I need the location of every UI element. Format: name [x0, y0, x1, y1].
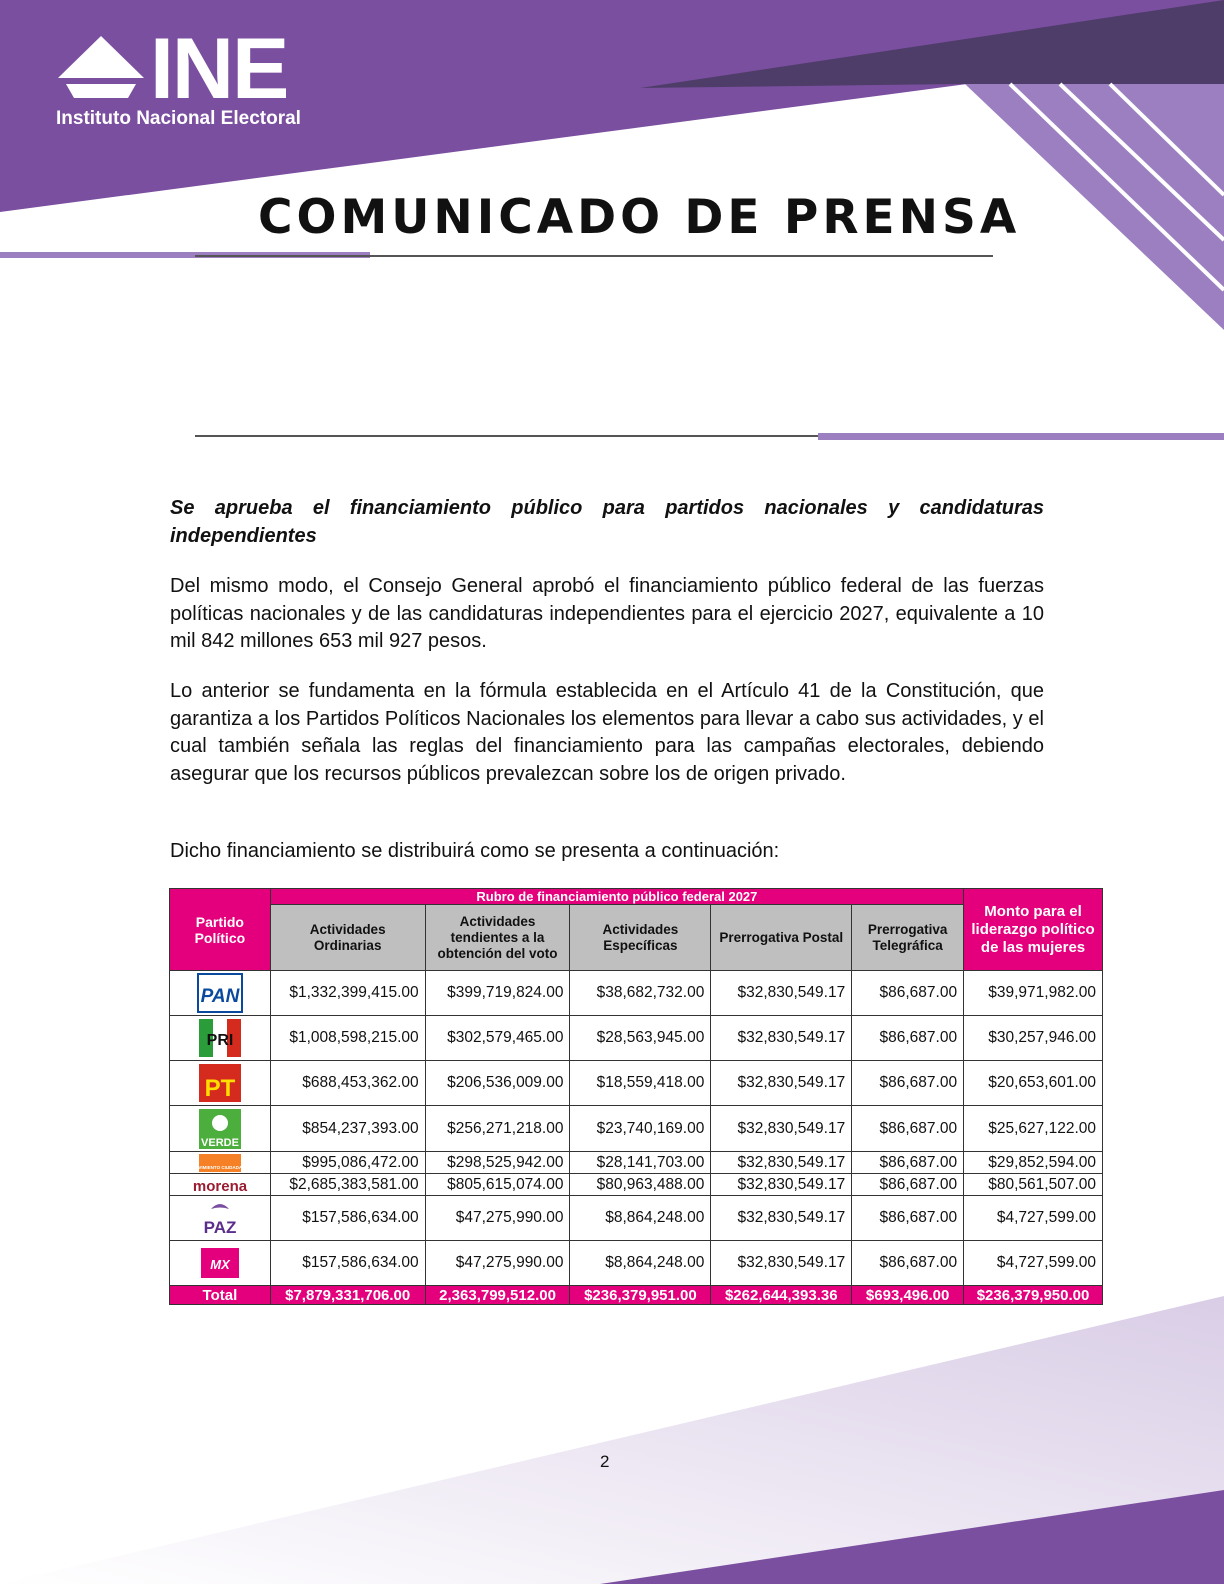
table-row	[170, 1061, 1103, 1106]
verde-logo	[170, 1106, 271, 1152]
pt-logo	[170, 1061, 271, 1106]
table-cell: $157,586,634.00	[270, 1196, 425, 1241]
table-cell: $399,719,824.00	[425, 971, 570, 1016]
table-row	[170, 971, 1103, 1016]
table-cell: $854,237,393.00	[270, 1106, 425, 1152]
table-cell: $298,525,942.00	[425, 1152, 570, 1174]
column-header: Actividades tendientes a la obtención del voto	[425, 905, 570, 971]
column-header: Prerrogativa Postal	[711, 905, 852, 971]
svg-text:PAN: PAN	[200, 986, 240, 1007]
table-cell: $4,727,599.00	[964, 1241, 1103, 1286]
paragraph-1: Del mismo modo, el Consejo General aprobó el financiamiento público federal de las fuerzas políticas nacionales y de las candidaturas independientes para el ejercicio 2027, equivalente a 10 mil 842 millones 653 mil 927 pesos.	[170, 575, 1044, 652]
pri-logo	[170, 1016, 271, 1061]
monto-header: Monto para el liderazgo político de las mujeres	[964, 889, 1103, 971]
total-cell: $262,644,393.36	[711, 1286, 852, 1305]
table-cell: $28,563,945.00	[570, 1016, 711, 1061]
table-cell: $1,008,598,215.00	[270, 1016, 425, 1061]
ine-logo: INE	[150, 21, 288, 117]
table-row	[170, 1016, 1103, 1061]
table-cell: $20,653,601.00	[964, 1061, 1103, 1106]
table-row	[170, 1196, 1103, 1241]
column-header: Actividades Ordinarias	[270, 905, 425, 971]
table-cell: $86,687.00	[852, 1241, 964, 1286]
table-cell: $4,727,599.00	[964, 1196, 1103, 1241]
table-row	[170, 1152, 1103, 1174]
paragraph-2: Lo anterior se fundamenta en la fórmula establecida en el Artículo 41 de la Constitución, que garantiza a los Partidos Políticos Nacionales los elementos para llevar a cabo sus actividades, y el cual también señala las reglas del financiamiento para las campañas electorales, debiendo asegurar que los recursos públicos prevalezcan sobre los de origen privado.	[170, 680, 1044, 785]
ine-logo-subtitle: Instituto Nacional Electoral	[56, 108, 301, 129]
table-cell: $32,830,549.17	[711, 1241, 852, 1286]
table-cell: $80,963,488.00	[570, 1174, 711, 1196]
pan-logo	[170, 971, 271, 1016]
total-cell: $236,379,950.00	[964, 1286, 1103, 1305]
section-rule-accent	[818, 433, 1224, 440]
table-cell: $206,536,009.00	[425, 1061, 570, 1106]
table-cell: $47,275,990.00	[425, 1196, 570, 1241]
table-cell: $86,687.00	[852, 1174, 964, 1196]
total-cell: 2,363,799,512.00	[425, 1286, 570, 1305]
table-cell: $28,141,703.00	[570, 1152, 711, 1174]
total-cell: $7,879,331,706.00	[270, 1286, 425, 1305]
table-cell: $688,453,362.00	[270, 1061, 425, 1106]
table-cell: $86,687.00	[852, 1106, 964, 1152]
svg-text:PRI: PRI	[206, 1032, 234, 1049]
table-cell: $32,830,549.17	[711, 1174, 852, 1196]
table-cell: $80,561,507.00	[964, 1174, 1103, 1196]
svg-text:MOVIMIENTO CIUDADANO: MOVIMIENTO CIUDADANO	[191, 1164, 249, 1170]
table-cell: $8,864,248.00	[570, 1196, 711, 1241]
party-header: Partido Político	[170, 889, 271, 971]
document-title: COMUNICADO DE PRENSA	[258, 190, 1021, 245]
table-cell: $30,257,946.00	[964, 1016, 1103, 1061]
section-heading: Se aprueba el financiamiento público para partidos nacionales y candidaturas independientes	[170, 497, 1044, 547]
table-cell: $25,627,122.00	[964, 1106, 1103, 1152]
financing-table	[169, 888, 1103, 1305]
page-number: 2	[600, 1452, 610, 1471]
total-cell: $693,496.00	[852, 1286, 964, 1305]
table-cell: $32,830,549.17	[711, 1196, 852, 1241]
table-cell: $805,615,074.00	[425, 1174, 570, 1196]
table-cell: $32,830,549.17	[711, 1061, 852, 1106]
table-cell: $1,332,399,415.00	[270, 971, 425, 1016]
table-cell: $86,687.00	[852, 971, 964, 1016]
morena-logo	[170, 1174, 271, 1196]
table-cell: $86,687.00	[852, 1196, 964, 1241]
svg-text:VERDE: VERDE	[200, 1136, 239, 1149]
table-cell: $157,586,634.00	[270, 1241, 425, 1286]
table-cell: $39,971,982.00	[964, 971, 1103, 1016]
table-cell: $2,685,383,581.00	[270, 1174, 425, 1196]
table-cell: $86,687.00	[852, 1152, 964, 1174]
table-cell: $256,271,218.00	[425, 1106, 570, 1152]
somos-mx-logo	[170, 1241, 271, 1286]
paragraph-3: Dicho financiamiento se distribuirá como se presenta a continuación:	[170, 840, 780, 862]
svg-text:morena: morena	[192, 1177, 247, 1195]
paz-logo	[170, 1196, 271, 1241]
svg-text:PAZ: PAZ	[203, 1218, 237, 1237]
svg-text:PT: PT	[204, 1075, 236, 1102]
table-cell: $47,275,990.00	[425, 1241, 570, 1286]
svg-text:MX: MX	[210, 1257, 230, 1272]
table-cell: $29,852,594.00	[964, 1152, 1103, 1174]
rubro-header: Rubro de financiamiento público federal 2027	[270, 889, 963, 905]
table-cell: $32,830,549.17	[711, 971, 852, 1016]
total-cell: $236,379,951.00	[570, 1286, 711, 1305]
table-cell: $32,830,549.17	[711, 1152, 852, 1174]
table-cell: $32,830,549.17	[711, 1106, 852, 1152]
table-cell: $32,830,549.17	[711, 1016, 852, 1061]
table-cell: $23,740,169.00	[570, 1106, 711, 1152]
column-header: Actividades Específicas	[570, 905, 711, 971]
table-cell: $302,579,465.00	[425, 1016, 570, 1061]
total-label: Total	[170, 1286, 271, 1305]
table-cell: $86,687.00	[852, 1016, 964, 1061]
total-row	[170, 1286, 1103, 1305]
table-cell: $8,864,248.00	[570, 1241, 711, 1286]
column-header: Prerrogativa Telegráfica	[852, 905, 964, 971]
table-cell: $995,086,472.00	[270, 1152, 425, 1174]
table-cell: $86,687.00	[852, 1061, 964, 1106]
mc-logo	[170, 1152, 271, 1174]
table-cell: $38,682,732.00	[570, 971, 711, 1016]
table-cell: $18,559,418.00	[570, 1061, 711, 1106]
table-row	[170, 1174, 1103, 1196]
table-row	[170, 1106, 1103, 1152]
table-row	[170, 1241, 1103, 1286]
ine-logo-mark	[56, 34, 146, 100]
